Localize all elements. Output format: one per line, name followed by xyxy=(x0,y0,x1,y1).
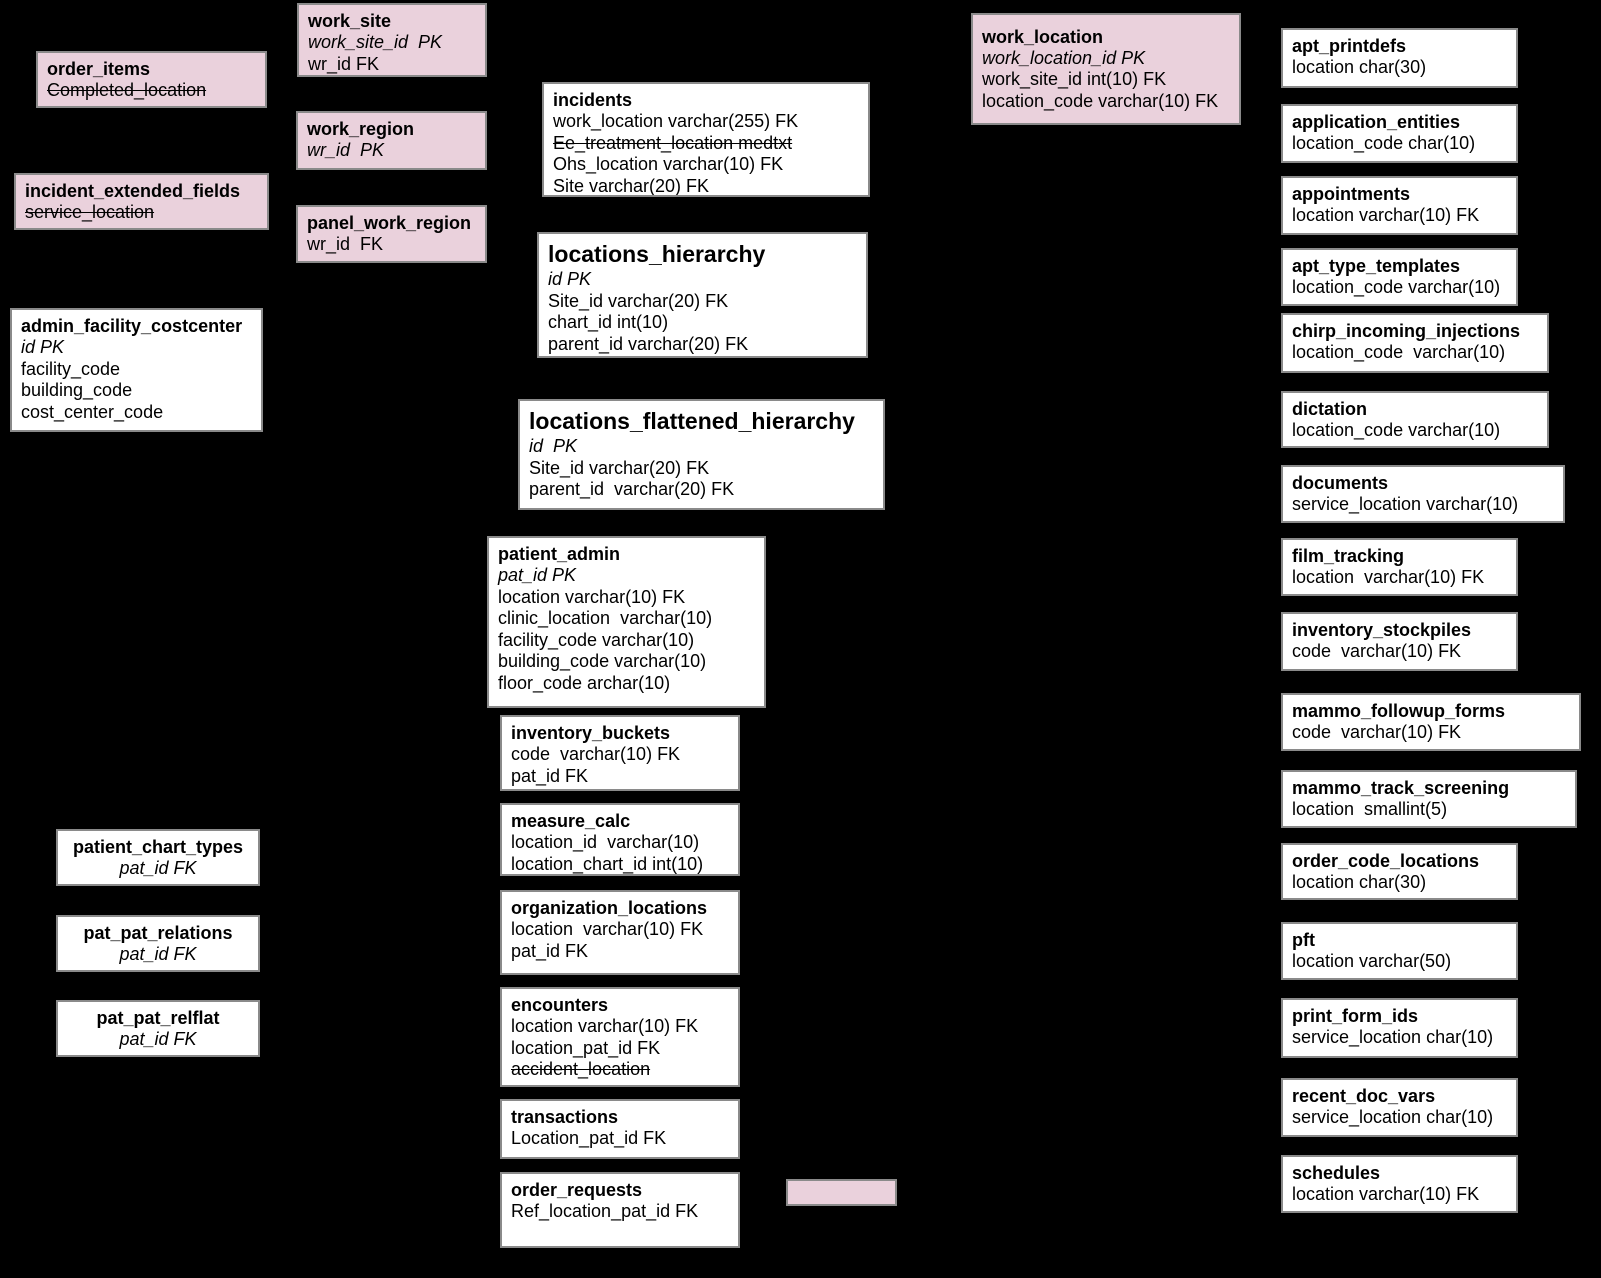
table-title: pat_pat_relations xyxy=(83,922,233,943)
table-work_region xyxy=(296,111,487,170)
table-column-row: Completed_location xyxy=(47,80,207,100)
table-title: order_requests xyxy=(511,1180,643,1200)
table-column-row: id PK xyxy=(529,436,578,456)
table-column-row: pat_id FK xyxy=(119,1028,197,1049)
table-order_code_locations xyxy=(1281,843,1518,900)
table-column-row: location varchar(10) FK xyxy=(1292,205,1480,225)
table-pat_pat_relflat xyxy=(56,1000,260,1057)
table-column-row: chart_id int(10) xyxy=(548,312,669,332)
table-inventory_stockpiles xyxy=(1281,612,1518,671)
table-unnamed_pink_box xyxy=(786,1179,897,1206)
table-column-row: location_id varchar(10) xyxy=(511,832,700,852)
table-title: chirp_incoming_injections xyxy=(1292,321,1521,341)
table-title: encounters xyxy=(511,995,609,1015)
table-column-row: code varchar(10) FK xyxy=(511,744,681,764)
table-column-row: pat_id FK xyxy=(511,765,589,786)
table-title: locations_hierarchy xyxy=(548,241,766,267)
table-inventory_buckets xyxy=(500,715,740,791)
table-panel_work_region xyxy=(296,205,487,263)
table-column-row: work_location_id PK xyxy=(982,47,1146,68)
table-work_location xyxy=(971,13,1241,125)
table-column-row: floor_code archar(10) xyxy=(498,672,671,693)
table-title: film_tracking xyxy=(1292,546,1405,566)
table-measure_calc xyxy=(500,803,740,876)
table-title: order_code_locations xyxy=(1292,851,1480,871)
table-column-row: pat_id FK xyxy=(511,940,589,961)
table-column-row: location_code varchar(10) xyxy=(1292,277,1501,297)
table-column-row: id PK xyxy=(548,269,592,289)
table-apt_type_templates xyxy=(1281,248,1518,306)
table-column-row: location varchar(50) xyxy=(1292,951,1452,971)
table-column-row: location varchar(10) FK xyxy=(1292,1184,1480,1204)
table-column-row: accident_location xyxy=(511,1059,651,1079)
table-column-row: location_pat_id FK xyxy=(511,1037,661,1058)
table-incidents xyxy=(542,82,870,197)
table-title: inventory_stockpiles xyxy=(1292,620,1472,640)
table-title: pft xyxy=(1292,930,1315,950)
table-column-row: Ohs_location varchar(10) FK xyxy=(553,154,784,174)
table-column-row: facility_code varchar(10) xyxy=(498,629,695,650)
table-incident_extended_fields xyxy=(14,173,269,230)
table-column-row: location_code varchar(10) xyxy=(1292,342,1506,362)
table-title: work_site xyxy=(308,11,392,31)
table-column-row: location varchar(10) FK xyxy=(511,919,704,939)
table-title: patient_chart_types xyxy=(72,836,244,857)
table-column-row: pat_id PK xyxy=(498,565,577,585)
table-work_site xyxy=(297,3,487,77)
table-column-row: wr_id FK xyxy=(307,234,384,254)
table-column-row: location smallint(5) xyxy=(1292,799,1448,819)
table-patient_admin xyxy=(487,536,766,708)
table-chirp_incoming_injections xyxy=(1281,313,1549,373)
table-column-row: location varchar(10) FK xyxy=(511,1016,699,1036)
table-column-row: Ee_treatment_location medtxt xyxy=(553,132,793,153)
table-column-row: pat_id FK xyxy=(119,857,197,878)
table-patient_chart_types xyxy=(56,829,260,886)
table-title: work_region xyxy=(307,119,415,139)
table-admin_facility_costcenter xyxy=(10,308,263,432)
table-encounters xyxy=(500,987,740,1087)
table-title: order_items xyxy=(47,59,151,79)
table-title: locations_flattened_hierarchy xyxy=(529,408,855,434)
table-title: apt_type_templates xyxy=(1292,256,1461,276)
table-transactions xyxy=(500,1099,740,1159)
table-locations_flattened_hierarchy xyxy=(518,399,885,510)
table-column-row: wr_id PK xyxy=(307,140,385,160)
table-column-row: facility_code xyxy=(21,358,121,379)
table-title: inventory_buckets xyxy=(511,723,671,743)
table-organization_locations xyxy=(500,890,740,975)
table-column-row: cost_center_code xyxy=(21,401,164,422)
table-column-row: service_location varchar(10) xyxy=(1292,494,1519,514)
table-column-row: work_site_id PK xyxy=(308,32,443,52)
table-documents xyxy=(1281,465,1565,523)
table-column-row: code varchar(10) FK xyxy=(1292,722,1462,742)
table-column-row: location_code varchar(10) FK xyxy=(982,90,1219,111)
table-column-row: Location_pat_id FK xyxy=(511,1128,667,1148)
table-column-row: wr_id FK xyxy=(308,53,380,74)
table-title: dictation xyxy=(1292,399,1367,419)
table-application_entities xyxy=(1281,104,1518,163)
table-title: mammo_followup_forms xyxy=(1292,701,1506,721)
table-locations_hierarchy xyxy=(537,232,868,358)
table-column-row: location char(30) xyxy=(1292,57,1427,77)
table-column-row: Ref_location_pat_id FK xyxy=(511,1201,699,1221)
table-title: work_location xyxy=(982,26,1104,47)
table-column-row: code varchar(10) FK xyxy=(1292,641,1462,661)
table-title: documents xyxy=(1292,473,1389,493)
table-title: mammo_track_screening xyxy=(1292,778,1510,798)
table-title: patient_admin xyxy=(498,544,621,564)
table-column-row: building_code xyxy=(21,380,133,400)
table-column-row: location_code char(10) xyxy=(1292,133,1476,153)
table-pft xyxy=(1281,922,1518,980)
table-mammo_followup_forms xyxy=(1281,693,1581,751)
table-title: appointments xyxy=(1292,184,1411,204)
table-title: organization_locations xyxy=(511,898,708,918)
table-column-row: service_location char(10) xyxy=(1292,1107,1494,1127)
table-column-row: work_location varchar(255) FK xyxy=(553,111,799,131)
table-column-row: service_location xyxy=(25,202,155,222)
table-title: schedules xyxy=(1292,1163,1381,1183)
table-appointments xyxy=(1281,176,1518,235)
table-title: print_form_ids xyxy=(1292,1006,1419,1026)
table-column-row: pat_id FK xyxy=(119,943,197,964)
table-title: application_entities xyxy=(1292,112,1461,132)
table-column-row: id PK xyxy=(21,337,65,357)
table-apt_printdefs xyxy=(1281,28,1518,88)
table-title: admin_facility_costcenter xyxy=(21,316,243,336)
table-title: transactions xyxy=(511,1107,619,1127)
table-column-row: location varchar(10) FK xyxy=(498,586,686,607)
table-column-row: location char(30) xyxy=(1292,872,1427,892)
table-title: recent_doc_vars xyxy=(1292,1086,1436,1106)
table-schedules xyxy=(1281,1155,1518,1213)
table-column-row: Site_id varchar(20) FK xyxy=(548,290,729,311)
table-title: incident_extended_fields xyxy=(25,181,241,201)
table-column-row: location varchar(10) FK xyxy=(1292,567,1485,587)
table-title: incidents xyxy=(553,90,633,110)
table-order_requests xyxy=(500,1172,740,1248)
table-column-row: location_chart_id int(10) xyxy=(511,853,704,874)
table-column-row: Site varchar(20) FK xyxy=(553,175,710,196)
table-column-row: building_code varchar(10) xyxy=(498,651,707,671)
table-column-row: parent_id varchar(20) FK xyxy=(548,333,749,354)
table-column-row: Site_id varchar(20) FK xyxy=(529,457,710,478)
table-column-row: parent_id varchar(20) FK xyxy=(529,479,735,499)
table-dictation xyxy=(1281,391,1549,448)
table-title: apt_printdefs xyxy=(1292,36,1407,56)
table-mammo_track_screening xyxy=(1281,770,1577,828)
table-order_items xyxy=(36,51,267,108)
table-column-row: location_code varchar(10) xyxy=(1292,420,1501,440)
table-column-row: work_site_id int(10) FK xyxy=(982,69,1167,90)
table-film_tracking xyxy=(1281,538,1518,596)
table-title: panel_work_region xyxy=(307,213,472,233)
table-recent_doc_vars xyxy=(1281,1078,1518,1137)
table-column-row: service_location char(10) xyxy=(1292,1027,1494,1047)
table-column-row: clinic_location varchar(10) xyxy=(498,608,713,628)
table-title: measure_calc xyxy=(511,811,631,831)
table-print_form_ids xyxy=(1281,998,1518,1058)
table-title: pat_pat_relflat xyxy=(96,1007,220,1028)
table-pat_pat_relations xyxy=(56,915,260,972)
